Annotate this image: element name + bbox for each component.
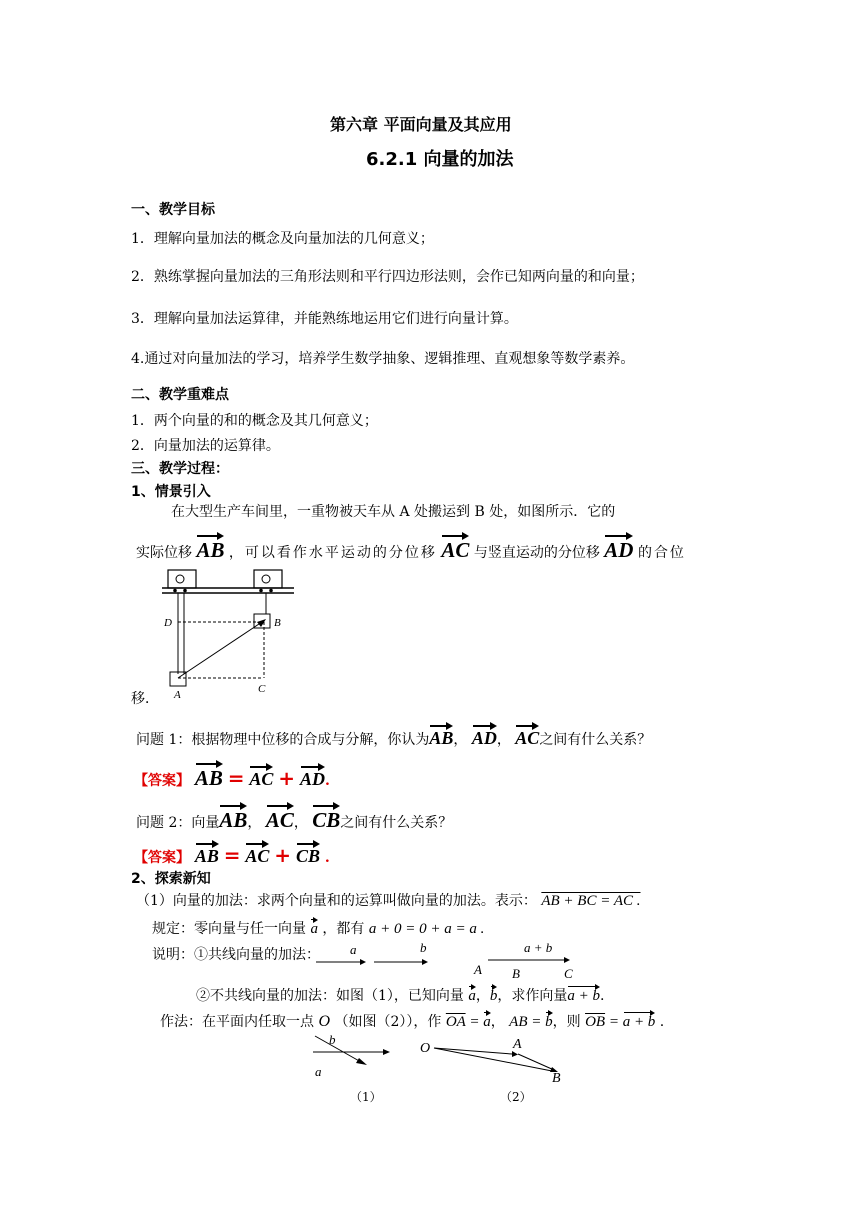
figure-2-triangle: [418, 1032, 578, 1087]
label-b: b: [420, 940, 427, 955]
process-heading: 三、教学过程：: [131, 461, 229, 477]
vector-a-plus-b: a + b: [623, 1010, 656, 1031]
label-B: B: [552, 1071, 561, 1086]
plus-sign: +: [278, 766, 296, 790]
label-a: a: [350, 942, 357, 957]
vector-b: b: [545, 1010, 553, 1031]
separator: ，: [496, 732, 511, 748]
label-O: O: [420, 1041, 431, 1056]
vector-ad: AD: [300, 763, 325, 790]
vector-a-plus-b: a + b: [567, 984, 600, 1005]
period: .: [324, 773, 330, 789]
separator: ，: [247, 815, 262, 831]
answer-label: 【答案】: [134, 773, 190, 789]
intro-line-1: 在大型生产车间里，一重物被天车从 A 处搬运到 B 处，如图所示．它的: [171, 504, 616, 520]
vector-ad: AD: [472, 722, 497, 749]
answer-label: 【答案】: [134, 850, 190, 866]
vector-ac: AC: [515, 722, 539, 749]
rule-mid: ，都有: [322, 921, 365, 937]
label-B: B: [512, 966, 520, 978]
vector-ab: AB: [429, 722, 453, 749]
method-mid-3: ，则: [552, 1014, 581, 1030]
vector-ac: AC: [441, 532, 469, 563]
vector-a: a: [468, 984, 476, 1005]
definition-formula: AB + BC = AC .: [541, 893, 641, 909]
vector-a: a: [483, 1010, 491, 1031]
fig-label-c: C: [258, 683, 266, 695]
key-point-item: 1．两个向量的和的概念及其几何意义；: [131, 413, 378, 429]
rule-text: 规定：零向量与任一向量: [152, 921, 306, 937]
separator: ，: [453, 732, 468, 748]
vector-a: a: [310, 917, 318, 938]
label-A: A: [474, 962, 482, 977]
question-2: [136, 802, 452, 833]
label-C: C: [564, 966, 573, 978]
noncollinear-line: ②不共线向量的加法：如图（1），已知向量 a，b，求作向量a + b.: [196, 984, 604, 1005]
intro-text-d: 的合位: [637, 545, 686, 561]
vector-ab: AB: [195, 840, 219, 867]
section-title: 6.2.1 向量的加法: [366, 149, 514, 170]
q1-suffix: 之间有什么关系？: [539, 732, 652, 748]
intro-text-a: 实际位移: [136, 545, 192, 561]
q1-text: 问题 1：根据物理中位移的合成与分解，你认为: [136, 732, 430, 748]
objective-item: 4.通过对向量加法的学习，培养学生数学抽象、逻辑推理、直观想象等数学素养。: [131, 351, 635, 367]
objective-item: 1．理解向量加法的概念及向量加法的几何意义；: [131, 231, 434, 247]
chapter-title: 第六章 平面向量及其应用: [330, 115, 512, 134]
vector-ab: AB: [196, 532, 224, 563]
intro-text-b: ，可以看作水平运动的分位移: [228, 545, 437, 561]
period: .: [324, 850, 330, 866]
fig-label-d: D: [164, 617, 172, 629]
figure-2-caption: （2）: [500, 1090, 532, 1104]
vector-cb: CB: [312, 802, 340, 833]
crane-displacement-figure: [158, 566, 298, 701]
collinear-note: 说明：①共线向量的加法：: [152, 947, 320, 963]
rule-line: [152, 917, 484, 938]
key-points-heading: 二、教学重难点: [131, 387, 229, 403]
objective-item: 2．熟练掌握向量加法的三角形法则和平行四边形法则，会作已知两向量的和向量；: [131, 269, 644, 285]
definition-line: [136, 890, 641, 910]
intro-heading: 1、情景引入: [131, 484, 211, 500]
explore-heading: 2、探索新知: [131, 871, 211, 887]
label-a-plus-b: a + b: [524, 940, 553, 955]
vector-ac: AC: [266, 802, 294, 833]
vector-ac: AC: [245, 840, 269, 867]
q2-suffix: 之间有什么关系？: [340, 815, 453, 831]
vector-b: b: [490, 984, 498, 1005]
noncollinear-text: ②不共线向量的加法：如图（1），已知向量: [196, 988, 464, 1004]
vector-ac: AC: [249, 763, 273, 790]
rule-formula: a + 0 = 0 + a = a .: [368, 921, 485, 937]
intro-line-2: [136, 532, 686, 563]
equals-sign: =: [227, 766, 245, 790]
label-A: A: [513, 1037, 522, 1052]
answer-1: [134, 760, 330, 791]
fig-label-a: A: [174, 689, 181, 701]
q2-text: 问题 2：向量: [136, 815, 220, 831]
method-mid-2: ，: [490, 1014, 505, 1030]
question-1: [136, 722, 651, 749]
label-b: b: [329, 1032, 336, 1047]
label-a: a: [315, 1064, 322, 1079]
objectives-heading: 一、教学目标: [131, 202, 215, 218]
collinear-vectors-figure: [310, 938, 590, 978]
plus-sign: +: [274, 843, 292, 867]
objective-item: 3．理解向量加法运算律，并能熟练地运用它们进行向量计算。: [131, 311, 518, 327]
method-text: 作法：在平面内任取一点: [160, 1014, 314, 1030]
vector-cb: CB: [296, 840, 320, 867]
key-point-item: 2．向量加法的运算律。: [131, 438, 280, 454]
equals-sign: =: [223, 843, 241, 867]
separator: ，: [293, 815, 308, 831]
point-o: O: [318, 1013, 331, 1030]
fig-label-b: B: [274, 617, 281, 629]
vector-ad: AD: [604, 532, 633, 563]
figure-1-caption: （1）: [350, 1090, 382, 1104]
vector-ab: AB: [219, 802, 247, 833]
intro-line-3: 移．: [131, 691, 159, 707]
noncollinear-tail: ，求作向量: [497, 988, 568, 1004]
vector-ab: AB: [195, 760, 223, 791]
answer-2: [134, 840, 330, 867]
method-line: 作法：在平面内任取一点 O （如图（2）），作 $\overline{OA} = a$， AB = b，则 $\overline{OB} = a + b$ .: [160, 1010, 664, 1031]
intro-text-c: 与竖直运动的分位移: [473, 545, 600, 561]
method-mid-1: （如图（2）），作: [334, 1014, 442, 1030]
figure-1-vectors: [305, 1032, 395, 1080]
definition-text: （1）向量的加法：求两个向量和的运算叫做向量的加法。表示：: [136, 893, 537, 909]
